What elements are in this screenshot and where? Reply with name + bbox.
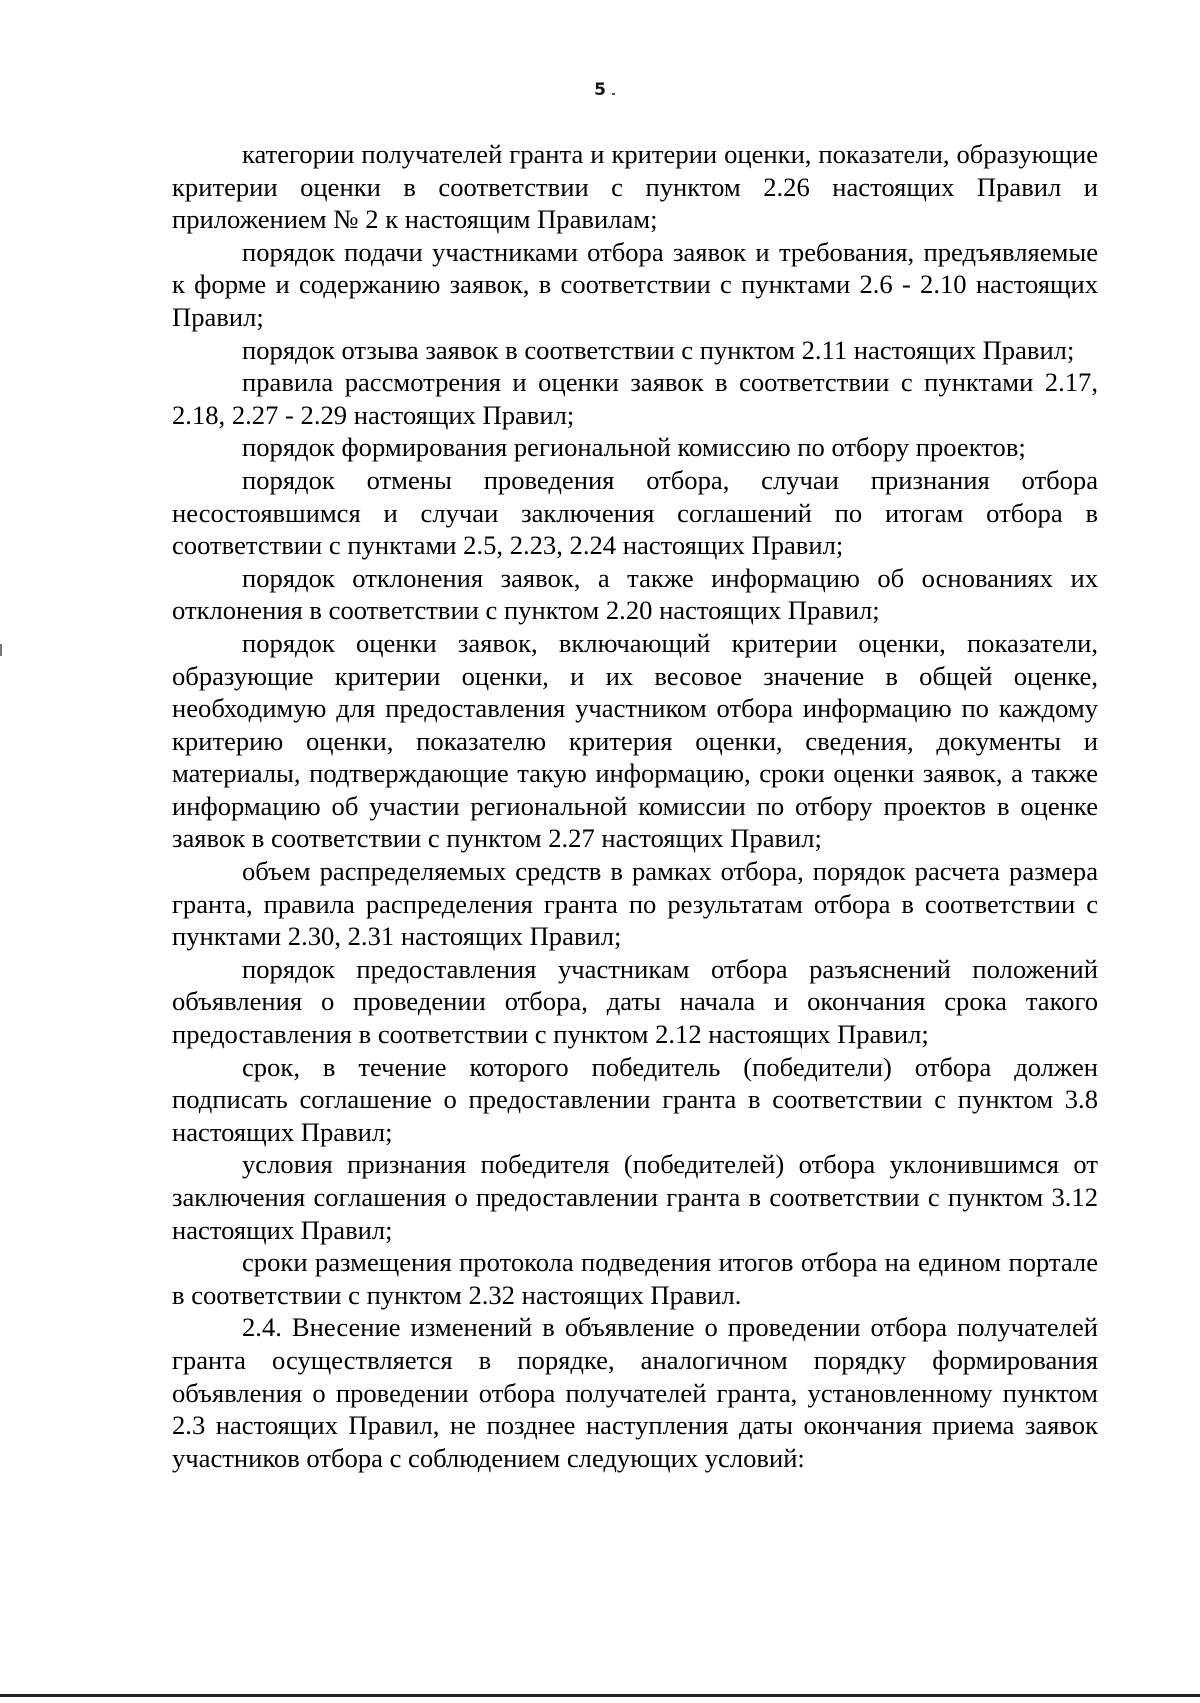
paragraph-commission-formation: порядок формирования региональной комиссию по отбору проектов; (242, 432, 1026, 463)
paragraph-evaluation-order: порядок оценки заявок, включающий критерии оценки, показатели, образующие критерии оценки, и их весовое значение в общей оценке, необходимую для предоставления участником отбора информацию по каждому критерию оценки, показателю критерия оценки, сведения, документы и материалы, подтверждающие такую информацию, сроки оценки заявок, а также информацию об участии региональной комиссии по отбору проектов в оценке заявок в соответствии с пунктом 2.27 настоящих Правил; (172, 627, 1098, 854)
paragraph-rejection-order: порядок отклонения заявок, а также информацию об основаниях их отклонения в соответствии с пунктом 2.20 настоящих Правил; (172, 562, 1098, 626)
paragraph-categories: категории получателей гранта и критерии оценки, показатели, образующие критерии оценки в соответствии с пунктом 2.26 настоящих Правил и приложением № 2 к настоящим Правилам; (172, 139, 1098, 235)
paragraph-2-4-amendments: 2.4. Внесение изменений в объявление о проведении отбора получателей гранта осуществляется в порядке, аналогичном порядку формирования объявления о проведении отбора получателей гранта, установленному пунктом 2.3 настоящих Правил, не позднее наступления даты окончания приема заявок участников отбора с соблюдением следующих условий: (172, 1312, 1098, 1473)
paragraph-protocol-placement: сроки размещения протокола подведения итогов отбора на едином портале в соответствии с пунктом 2.32 настоящих Правил. (172, 1247, 1098, 1310)
page-number: 5 (594, 80, 606, 100)
document-body (172, 138, 1098, 1474)
paragraph-submission-order: порядок подачи участниками отбора заявок и требования, предъявляемые к форме и содержанию заявок, в соответствии с пунктами 2.6 - 2.10 настоящих Правил; (172, 236, 1098, 332)
paragraph-signing-deadline: срок, в течение которого победитель (победители) отбора должен подписать соглашение о предоставлении гранта в соответствии с пунктом 3.8 настоящих Правил; (172, 1051, 1098, 1147)
scan-edge-mark (0, 644, 2, 656)
paragraph-withdrawal-order: порядок отзыва заявок в соответствии с пунктом 2.11 настоящих Правил; (242, 334, 1075, 365)
paragraph-evasion-conditions: условия признания победителя (победителей) отбора уклонившимся от заключения соглашения о предоставлении гранта в соответствии с пунктом 3.12 настоящих Правил; (172, 1149, 1098, 1245)
paragraph-funds-volume: объем распределяемых средств в рамках отбора, порядок расчета размера гранта, правила распределения гранта по результатам отбора в соответствии с пунктами 2.30, 2.31 настоящих Правил; (172, 856, 1098, 952)
paragraph-cancellation-order: порядок отмены проведения отбора, случаи признания отбора несостоявшимся и случаи заключения соглашений по итогам отбора в соответствии с пунктами 2.5, 2.23, 2.24 настоящих Правил; (172, 464, 1098, 561)
bottom-scan-line (0, 1694, 1200, 1697)
paragraph-review-rules: правила рассмотрения и оценки заявок в соответствии с пунктами 2.17, 2.18, 2.27 - 2.29 настоящих Правил; (172, 367, 1098, 430)
paragraph-clarifications: порядок предоставления участникам отбора разъяснений положений объявления о проведении отбора, даты начала и окончания срока такого предоставления в соответствии с пунктом 2.12 настоящих Правил; (172, 953, 1098, 1050)
